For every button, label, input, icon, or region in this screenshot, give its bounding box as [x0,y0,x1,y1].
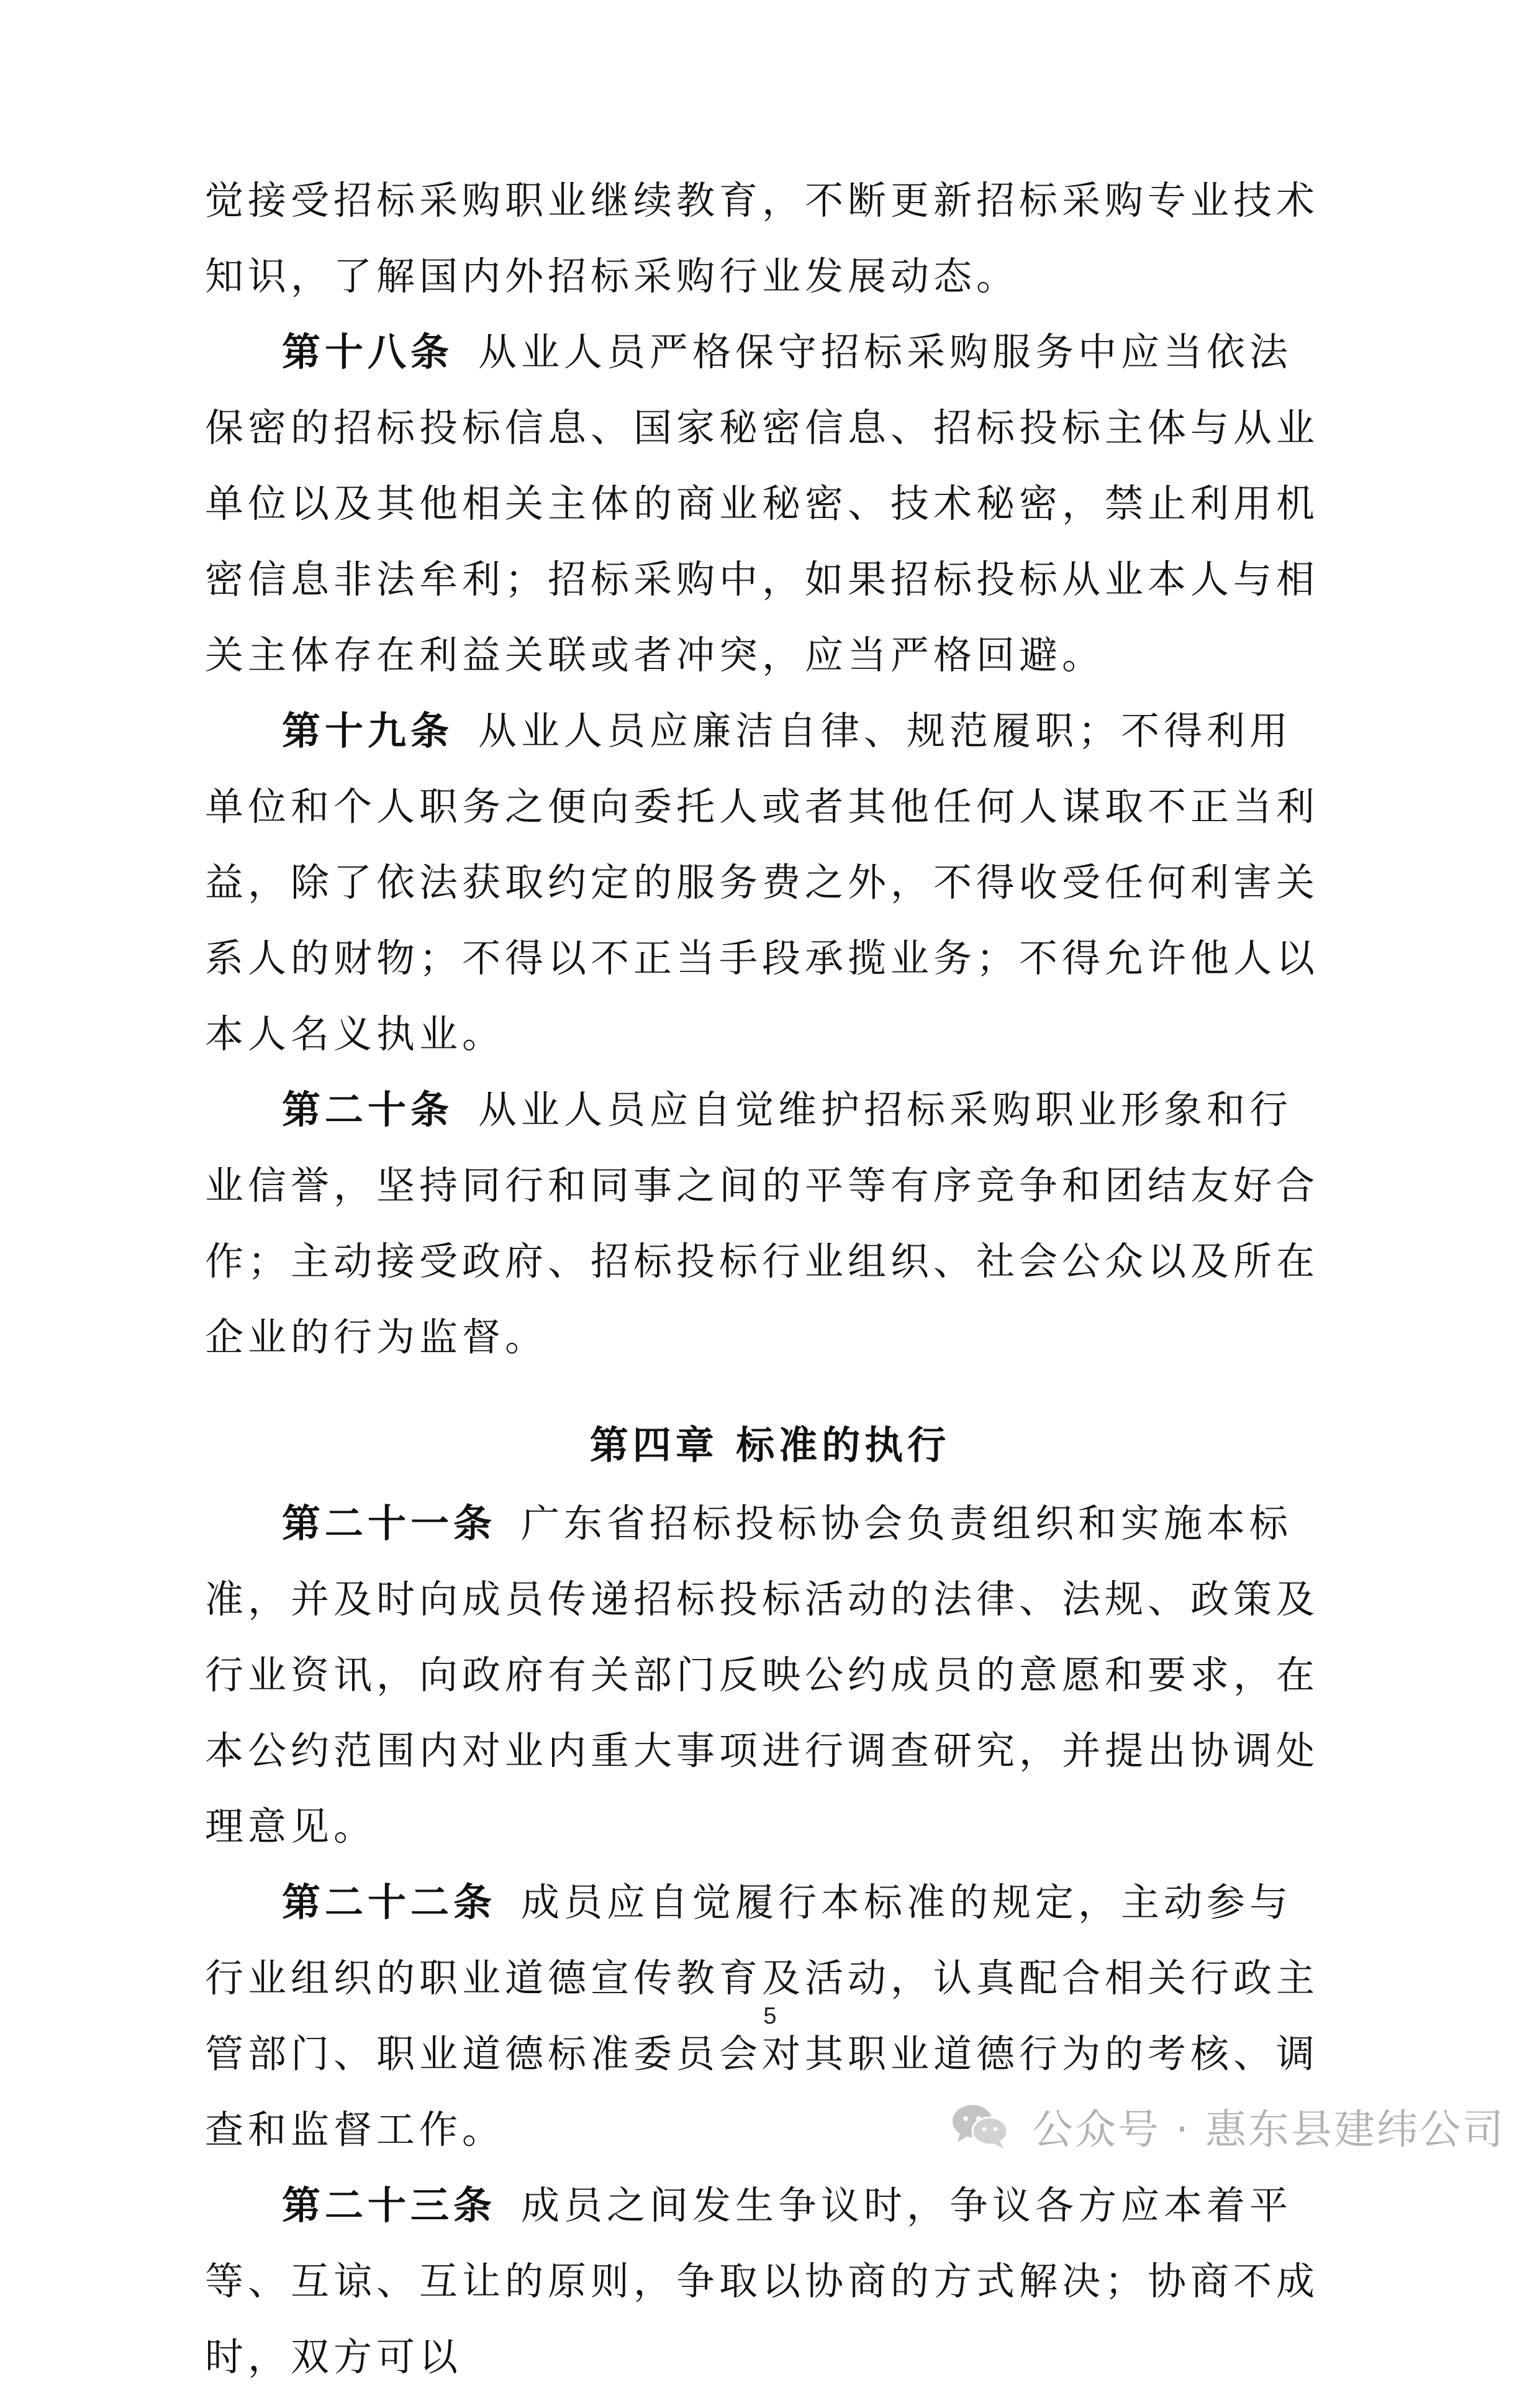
paragraph [205,1072,1335,1375]
paragraph-list [205,163,1335,1375]
page-number: 5 [763,2003,777,2029]
article-number: 第十九条 [282,708,454,753]
paragraph [205,1486,1335,1865]
paragraph-text: 从业人员应自觉维护招标采购职业形象和行业信誉，坚持同行和同事之间的平等有序竞争和团结友好合作；主动接受政府、招标投标行业组织、社会公众以及所在企业的行为监督。 [205,1087,1320,1360]
paragraph [205,163,1335,314]
paragraph [205,314,1335,693]
watermark-text: 公众号 · 惠东县建纬公司 [1032,2105,1505,2153]
paragraph-text: 成员之间发生争议时，争议各方应本着平等、互谅、互让的原则，争取以协商的方式解决；协商不成时，双方可以 [205,2183,1320,2379]
article-number: 第二十二条 [282,1879,497,1925]
chapter-paragraph-list [205,1486,1335,2395]
paragraph-text: 从业人员严格保守招标采购服务中应当依法保密的招标投标信息、国家秘密信息、招标投标主体与从业单位以及其他相关主体的商业秘密、技术秘密，禁止利用机密信息非法牟利；招标采购中，如果招标投标从业本人与相关主体存在利益关联或者冲突，应当严格回避。 [205,329,1320,678]
paragraph-text: 从业人员应廉洁自律、规范履职；不得利用单位和个人职务之便向委托人或者其他任何人谋取不正当利益，除了依法获取约定的服务费之外，不得收受任何利害关系人的财物；不得以不正当手段承揽业务；不得允许他人以本人名义执业。 [205,708,1320,1057]
paragraph-text: 广东省招标投标协会负责组织和实施本标准，并及时向成员传递招标投标活动的法律、法规、政策及行业资讯，向政府有关部门反映公约成员的意愿和要求，在本公约范围内对业内重大事项进行调查研究，并提出协调处理意见。 [205,1501,1320,1849]
article-number: 第二十三条 [282,2183,497,2228]
article-number: 第二十条 [282,1087,454,1132]
paragraph [205,2168,1335,2395]
paragraph-text: 成员应自觉履行本标准的规定，主动参与行业组织的职业道德宣传教育及活动，认真配合相关行政主管部门、职业道德标准委员会对其职业道德行为的考核、调查和监督工作。 [205,1879,1320,2152]
paragraph-text: 觉接受招标采购职业继续教育，不断更新招标采购专业技术知识，了解国内外招标采购行业发展动态。 [205,178,1320,299]
paragraph [205,693,1335,1072]
watermark [950,2094,1505,2156]
chapter-title: 第四章 标准的执行 [589,1422,951,1468]
article-number: 第二十一条 [282,1501,497,1546]
body-text [205,163,1335,2395]
article-number: 第十八条 [282,329,454,375]
wechat-icon [950,2101,1010,2150]
